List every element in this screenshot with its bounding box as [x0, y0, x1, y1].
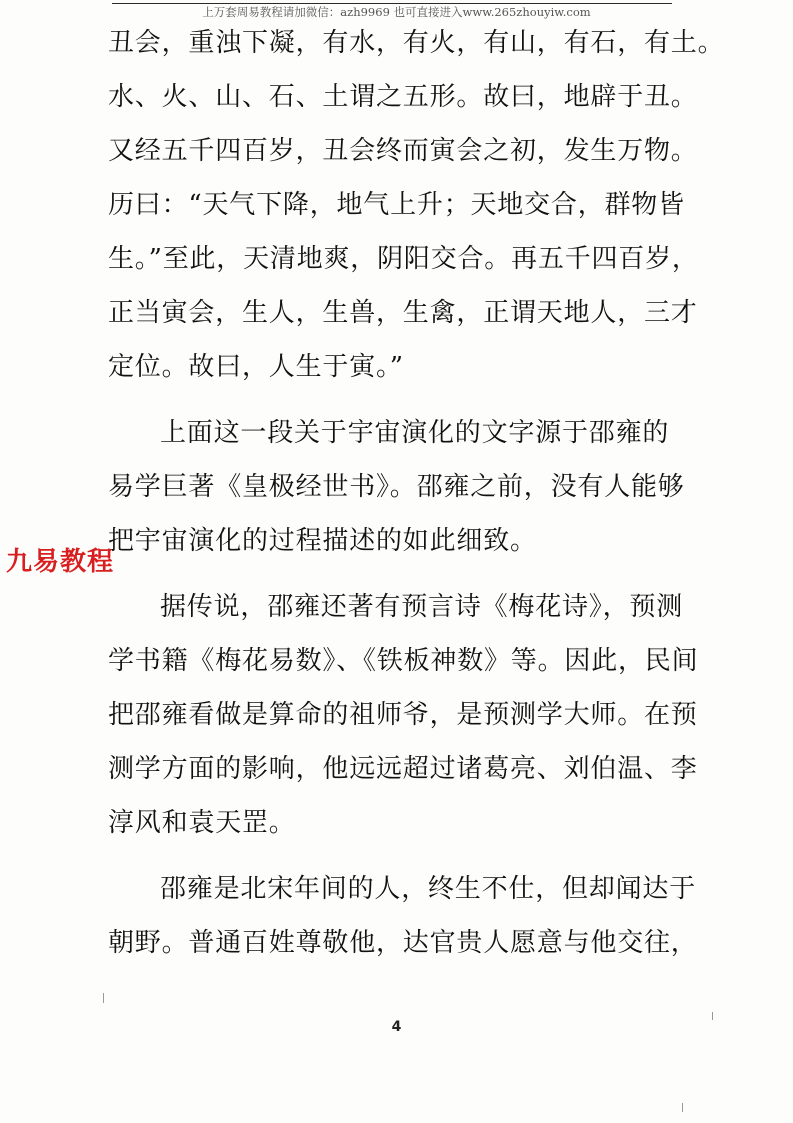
- text-line: 正当寅会，生人，生兽，生禽，正谓天地人，三才: [108, 298, 698, 328]
- paragraph-break: [108, 568, 698, 580]
- watermark-logo: 九易教程: [6, 547, 115, 577]
- text-line: 又经五千四百岁，丑会终而寅会之初，发生万物。: [108, 136, 698, 166]
- text-line: 水、火、山、石、土谓之五形。故曰，地辟于丑。: [108, 82, 698, 112]
- text-line: 朝野。普通百姓尊敬他，达官贵人愿意与他交往，: [108, 928, 698, 958]
- text-line: 据传说，邵雍还著有预言诗《梅花诗》，预测: [160, 592, 684, 622]
- scan-speck: [682, 1103, 683, 1112]
- text-line: 定位。故曰，人生于寅。”: [108, 352, 404, 382]
- scan-speck: [103, 993, 104, 1003]
- header-note: 上万套周易教程请加微信：azh9969 也可直接进入www.265zhouyiw.com: [202, 5, 591, 19]
- text-line: 上面这一段关于宇宙演化的文字源于邵雍的: [160, 418, 670, 448]
- text-line: 丑会，重浊下凝，有水，有火，有山，有石，有土。: [108, 28, 725, 58]
- text-line: 把邵雍看做是算命的祖师爷，是预测学大师。在预: [108, 700, 698, 730]
- text-line: 历曰：“天气下降，地气上升；天地交合，群物皆: [108, 190, 685, 220]
- text-line: 邵雍是北宋年间的人，终生不仕，但却闻达于: [160, 874, 697, 904]
- paragraph-break: [108, 850, 698, 862]
- text-line: 生。”至此，天清地爽，阴阳交合。再五千四百岁，: [108, 244, 699, 274]
- text-line: 把宇宙演化的过程描述的如此细致。: [108, 526, 537, 556]
- text-line: 易学巨著《皇极经世书》。邵雍之前，没有人能够: [108, 472, 685, 502]
- paragraph-break: [108, 394, 698, 406]
- page-number: 4: [391, 1019, 402, 1035]
- text-line: 学书籍《梅花易数》、《铁板神数》等。因此，民间: [108, 646, 699, 676]
- text-line: 淳风和袁天罡。: [108, 808, 296, 838]
- body-text: [108, 16, 725, 970]
- scan-speck: [712, 1012, 713, 1020]
- header-rule: [112, 3, 672, 4]
- text-line: 测学方面的影响，他远远超过诸葛亮、刘伯温、李: [108, 754, 698, 784]
